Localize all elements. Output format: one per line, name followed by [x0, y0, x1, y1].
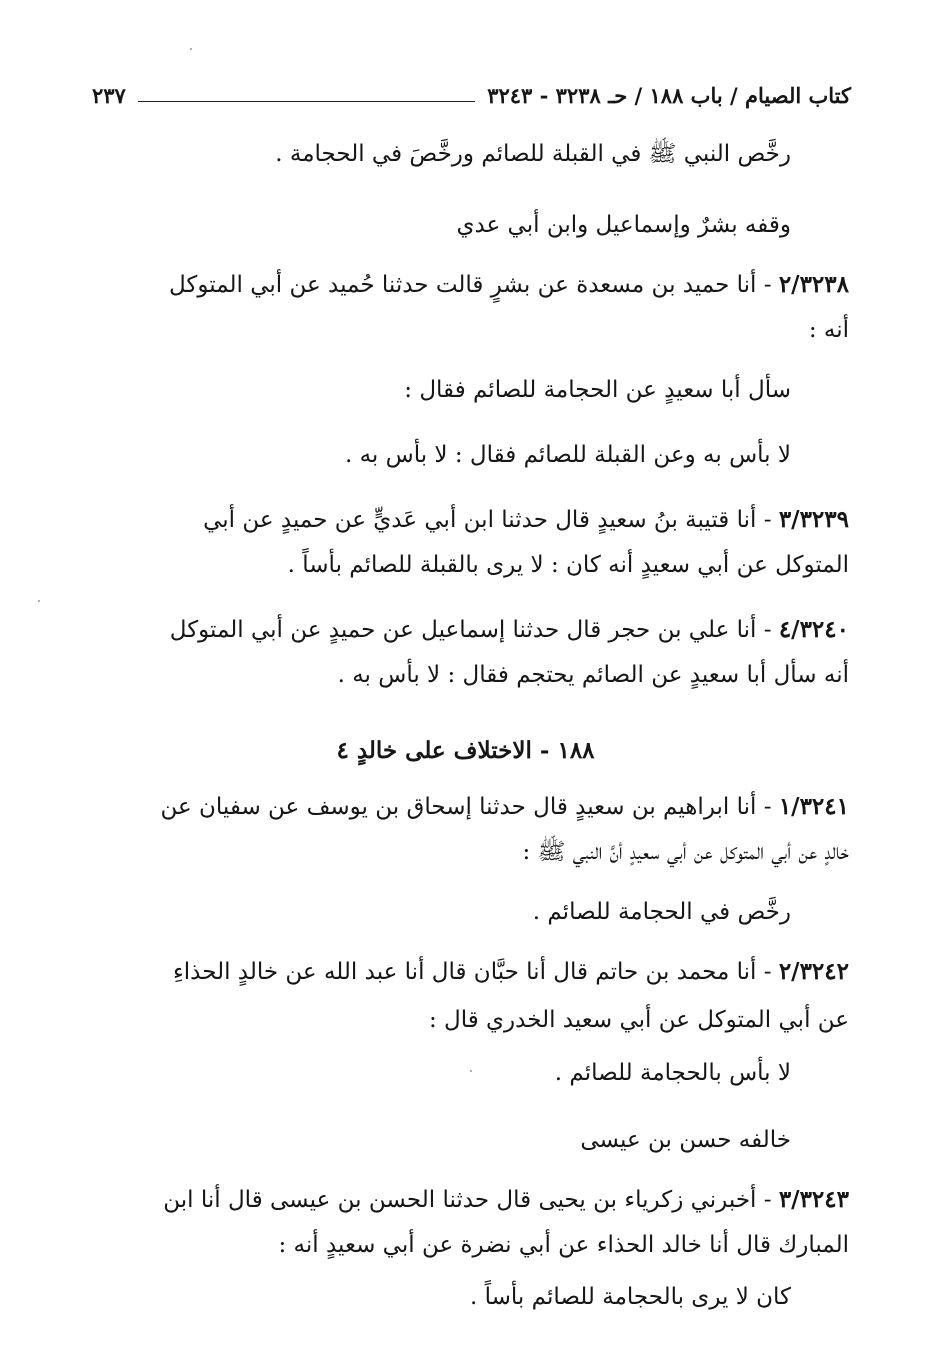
- running-header: [92, 78, 851, 112]
- text-line: رخَّص في الحجامة للصائم .: [532, 899, 791, 925]
- header-rule: [138, 101, 475, 102]
- hadith-number: ١/٣٢٤١: [778, 793, 849, 820]
- hadith-text: أنا محمد بن حاتم قال أنا حبَّان قال أنا عبد الله عن خالدٍ الحذاءِ: [172, 959, 757, 985]
- text-line: المتوكل عن أبي سعيدٍ أنه كان : لا يرى بالقبلة للصائم بأساً .: [287, 552, 849, 578]
- text-line: كان لا يرى بالحجامة للصائم بأساً .: [470, 1284, 791, 1310]
- hadith-number: ٤/٣٢٤٠: [778, 616, 849, 643]
- hadith-number: ٣/٣٢٣٩: [778, 506, 849, 533]
- text-line: أنه :: [808, 317, 849, 343]
- scan-speck: [470, 1070, 472, 1072]
- scan-speck: [38, 600, 40, 602]
- hadith-text: أنا ابراهيم بن سعيدٍ قال حدثنا إسحاق بن يوسف عن سفيان عن: [160, 794, 757, 820]
- hadith-text: أخبرني زكرياء بن يحيى قال حدثنا الحسن بن عيسى قال أنا ابن: [163, 1187, 757, 1213]
- text-line: لا بأس به وعن القبلة للصائم فقال : لا بأس به .: [344, 442, 791, 468]
- hadith-text: أنا حميد بن مسعدة عن بشرٍ قالت حدثنا حُميد عن أبي المتوكل: [169, 272, 757, 298]
- hadith-entry-first-line: ١/٣٢٤١ - أنا ابراهيم بن سعيدٍ قال حدثنا إسحاق بن يوسف عن سفيان عن: [160, 793, 849, 820]
- text-line: رخَّص النبي ﷺ في القبلة للصائم ورخَّصَ في الحجامة .: [275, 141, 791, 167]
- header-title: كتاب الصيام / باب ١٨٨ / حـ ٣٢٣٨ - ٣٢٤٣: [487, 82, 851, 108]
- hadith-number: ٢/٣٢٣٨: [778, 271, 849, 298]
- text-line: وقفه بشرٌ وإسماعيل وابن أبي عدي: [456, 212, 791, 238]
- text-line: خالدٍ عن أبي المتوكل عن أبي سعيدٍ أنَّ النبي ﷺ :: [522, 839, 849, 865]
- hadith-entry-first-line: ٣/٣٢٣٩ - أنا قتيبة بنُ سعيدٍ قال حدثنا ابن أبي عَديٍّ عن حميدٍ عن أبي: [203, 506, 849, 533]
- hadith-entry-first-line: ٤/٣٢٤٠ - أنا علي بن حجر قال حدثنا إسماعيل عن حميدٍ عن أبي المتوكل: [169, 616, 849, 643]
- text-line: عن أبي المتوكل عن أبي سعيد الخدري قال :: [428, 1007, 849, 1033]
- hadith-entry-first-line: ٢/٣٢٤٢ - أنا محمد بن حاتم قال أنا حبَّان قال أنا عبد الله عن خالدٍ الحذاءِ: [172, 958, 849, 985]
- hadith-text: أنا علي بن حجر قال حدثنا إسماعيل عن حميدٍ عن أبي المتوكل: [169, 617, 757, 643]
- hadith-text: أنا قتيبة بنُ سعيدٍ قال حدثنا ابن أبي عَديٍّ عن حميدٍ عن أبي: [203, 507, 757, 533]
- text-line: خالفه حسن بن عيسى: [580, 1127, 791, 1153]
- scan-speck: [190, 48, 192, 50]
- text-line: سأل أبا سعيدٍ عن الحجامة للصائم فقال :: [404, 377, 791, 403]
- text-line: أنه سأل أبا سعيدٍ عن الصائم يحتجم فقال : لا بأس به .: [337, 662, 849, 688]
- page-number: ٢٣٧: [92, 82, 126, 108]
- hadith-entry-first-line: ٢/٣٢٣٨ - أنا حميد بن مسعدة عن بشرٍ قالت حدثنا حُميد عن أبي المتوكل: [169, 271, 849, 298]
- hadith-number: ٣/٣٢٤٣: [778, 1186, 849, 1213]
- text-line: المبارك قال أنا خالد الحذاء عن أبي نضرة عن أبي سعيدٍ أنه :: [278, 1232, 849, 1258]
- hadith-number: ٢/٣٢٤٢: [778, 958, 849, 985]
- section-heading: ١٨٨ - الاختلاف على خالدٍ ٤: [336, 737, 595, 764]
- hadith-entry-first-line: ٣/٣٢٤٣ - أخبرني زكرياء بن يحيى قال حدثنا الحسن بن عيسى قال أنا ابن: [163, 1186, 849, 1213]
- text-line: لا بأس بالحجامة للصائم .: [554, 1060, 791, 1086]
